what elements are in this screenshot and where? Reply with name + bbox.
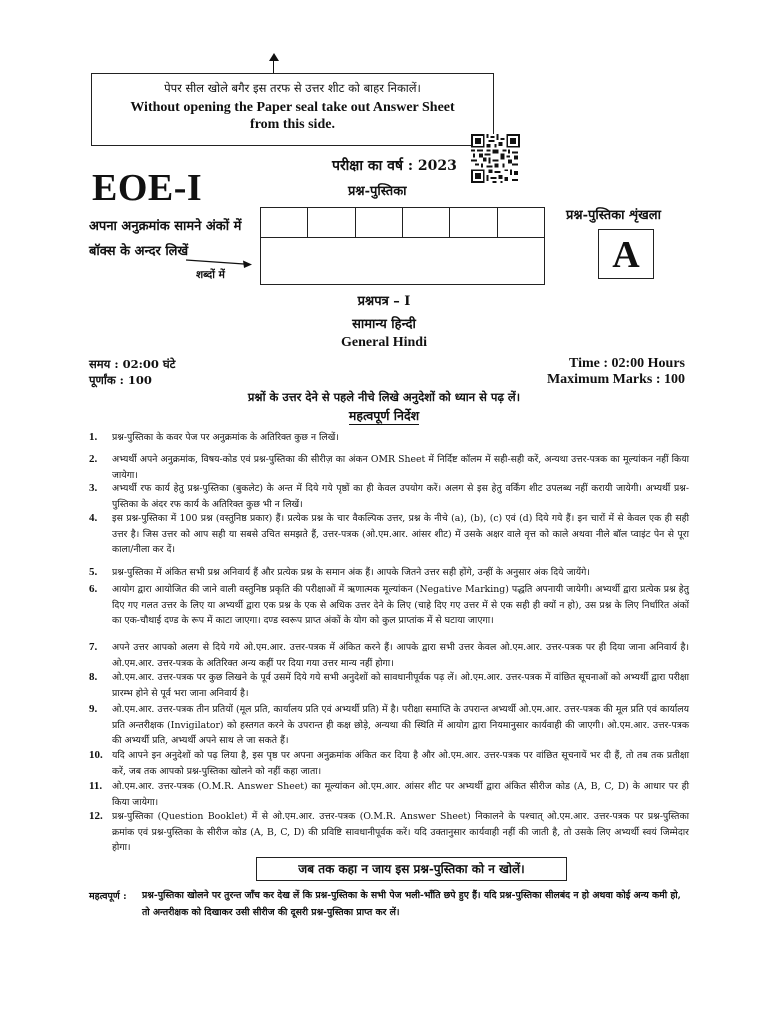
instruction-item (89, 640, 689, 671)
instruction-item (89, 565, 689, 581)
series-label: प्रश्न-पुस्तिका शृंखला (566, 208, 661, 223)
instruction-item (89, 779, 689, 810)
do-not-open-notice: जब तक कहा न जाय इस प्रश्न-पुस्तिका को न खोलें। (256, 857, 567, 881)
marks-hindi: पूर्णांक : 100 (89, 373, 152, 387)
instruction-text: प्रश्न-पुस्तिका (Question Booklet) में से ओ.एम.आर. उत्तर-पत्रक (O.M.R. Answer Sheet) निकालने के पश्चात् ओ.एम.आर. उत्तर-पत्रक पर प्रश्न-पुस्तिका क्रमांक एवं प्रश्न-पुस्तिका के सीरीज कोड (A, B, C, D) की प्रविष्टि सावधानीपूर्वक करें। यदि उक्तानुसार कार्यवाही नहीं की जाती है, तो उसके लिए अभ्यर्थी स्वयं जिम्मेदार होगा। (112, 811, 689, 853)
roll-number-digit-boxes[interactable] (260, 207, 545, 238)
instruction-item (89, 430, 689, 446)
seal-notice-english-line2: from this side. (250, 117, 335, 132)
instruction-text: अभ्यर्थी रफ कार्य हेतु प्रश्न-पुस्तिका (बुकलेट) के अन्त में दिये गये पृष्ठों का ही केवल उपयोग करें। अलग से इस हेतु वर्किंग शीट उपलब्ध नहीं करायी जायेगी। अभ्यर्थी प्रश्न-पुस्तिका के अंदर रफ कार्य के अतिरिक्त कुछ भी न लिखें। (112, 483, 689, 510)
instructions-heading-text: महत्वपूर्ण निर्देश (348, 408, 420, 423)
roll-digit-box[interactable] (450, 208, 497, 237)
instruction-text: इस प्रश्न-पुस्तिका में 100 प्रश्न (वस्तुनिष्ठ प्रकार) हैं। प्रत्येक प्रश्न के चार वैकल्पिक उत्तर, प्रश्न के नीचे (a), (b), (c) एवं (d) दिये गये हैं। इन चारों में से केवल एक ही सही उत्तर है। जिस उत्तर को आप सही या सबसे उचित समझते हैं, उत्तर-पत्रक (ओ.एम.आर. आंसर शीट) में उसके अक्षर वाले वृत्त को काले अथवा नीले बॉल प्वाइंट पेन से पूरा काला/नीला कर दें। (112, 513, 689, 555)
instruction-text: ओ.एम.आर. उत्तर-पत्रक पर कुछ लिखने के पूर्व उसमें दिये गये सभी अनुदेशों को सावधानीपूर्वक पढ़ लें। ओ.एम.आर. उत्तर-पत्रक में वांछित सूचनाओं को अभ्यर्थी द्वारा परीक्षा प्रारम्भ होने से पूर्व भरा जाना अनिवार्य है। (112, 672, 689, 699)
seal-notice-box (91, 73, 494, 146)
marks-english: Maximum Marks : 100 (546, 372, 685, 387)
instruction-number: 6. (89, 583, 98, 595)
instruction-text: ओ.एम.आर. उत्तर-पत्रक तीन प्रतियों (मूल प्रति, कार्यालय प्रति एवं अभ्यर्थी प्रति) में है। परीक्षा समाप्ति के उपरान्त अभ्यर्थी ओ.एम.आर. उत्तर-पत्रक की मूल प्रति एवं कार्यालय प्रति अन्तरीक्षक (Invigilator) को हस्तगत करने के उपरान्त ही कक्ष छोड़े, अन्यथा की स्थिति में आयोग द्वारा नियमानुसार कार्यवाही की जाएगी। ओ.एम.आर. उत्तर-पत्रक की अभ्यर्थी प्रति, अभ्यर्थी अपने साथ ले जा सकते हैं। (112, 704, 689, 746)
instruction-number: 9. (89, 703, 98, 715)
important-label: महत्वपूर्ण : (89, 891, 127, 902)
instruction-number: 11. (89, 780, 103, 792)
instruction-number: 5. (89, 566, 98, 578)
instruction-text: प्रश्न-पुस्तिका के कवर पेज पर अनुक्रमांक के अतिरिक्त कुछ न लिखें। (112, 432, 339, 443)
instruction-item (89, 452, 689, 483)
seal-notice-hindi: पेपर सील खोले बगैर इस तरफ से उत्तर शीट को बाहर निकालें। (164, 81, 421, 95)
instruction-item (89, 702, 689, 749)
read-instructions-note: प्रश्नों के उत्तर देने से पहले नीचे लिखे अनुदेशों को ध्यान से पढ़ लें। (247, 390, 521, 404)
instruction-item (89, 748, 689, 779)
instruction-item (89, 481, 689, 512)
instruction-number: 10. (89, 749, 103, 761)
instruction-text: अपने उत्तर आपको अलग से दिये गये ओ.एम.आर. उत्तर-पत्रक में अंकित करने हैं। आपके द्वारा सभी उत्तर केवल ओ.एम.आर. उत्तर-पत्रक पर ही दिया जाना अनिवार्य है। ओ.एम.आर. उत्तर-पत्रक के अतिरिक्त अन्य कहीं पर दिया गया उत्तर मान्य नहीं होगा। (112, 642, 689, 669)
seal-notice-english (92, 99, 493, 133)
roll-number-words-box[interactable] (260, 237, 545, 285)
instruction-item (89, 809, 689, 856)
booklet-label: प्रश्न-पुस्तिका (348, 184, 407, 199)
instruction-text: अभ्यर्थी अपने अनुक्रमांक, विषय-कोड एवं प्रश्न-पुस्तिका की सीरीज़ का अंकन OMR Sheet में निर्दिष्ट कॉलम में सही-सही करें, अन्यथा उत्तर-पत्रक का मूल्यांकन नहीं किया जायेगा। (112, 454, 689, 481)
instruction-number: 1. (89, 431, 98, 443)
instruction-item (89, 582, 689, 629)
subject-hindi: सामान्य हिन्दी (352, 317, 416, 332)
roll-instruction-line2: बॉक्स के अन्दर लिखें (89, 244, 189, 259)
roll-digit-box[interactable] (403, 208, 450, 237)
roll-digit-box[interactable] (498, 208, 544, 237)
time-hindi: समय : 02:00 घंटे (89, 357, 176, 371)
roll-digit-box[interactable] (356, 208, 403, 237)
instructions-heading (0, 407, 768, 424)
instruction-item (89, 670, 689, 701)
instruction-number: 4. (89, 512, 98, 524)
arrow-shaft (273, 60, 274, 74)
subject-english: General Hindi (341, 335, 427, 350)
time-english: Time : 02:00 Hours (568, 356, 685, 371)
instruction-item (89, 511, 689, 558)
paper-number: प्रश्नपत्र – I (357, 294, 411, 309)
important-note: प्रश्न-पुस्तिका खोलने पर तुरन्त जाँच कर देख लें कि प्रश्न-पुस्तिका के सभी पेज भली-भाँति छपे हुए हैं। यदि प्रश्न-पुस्तिका सीलबंद न हो अथवा कोई अन्य कमी हो, तो अन्तरीक्षक को दिखाकर उसी सीरीज की दूसरी प्रश्न-पुस्तिका प्राप्त कर लें। (142, 890, 681, 918)
instruction-text: ओ.एम.आर. उत्तर-पत्रक (O.M.R. Answer Sheet) का मूल्यांकन ओ.एम.आर. आंसर शीट पर अभ्यर्थी द्वारा अंकित सीरीज कोड (A, B, C, D) के आधार पर ही किया जायेगा। (112, 781, 689, 808)
roll-digit-box[interactable] (308, 208, 355, 237)
instruction-number: 8. (89, 671, 98, 683)
instruction-text: यदि आपने इन अनुदेशों को पढ़ लिया है, इस पृष्ठ पर अपना अनुक्रमांक अंकित कर दिया है और ओ.एम.आर. उत्तर-पत्रक पर वांछित सूचनायें भर दी हैं, तो तब तक प्रतीक्षा करें, जब तक आपको प्रश्न-पुस्तिका खोलने को नहीं कहा जाता। (112, 750, 689, 777)
words-label: शब्दों में (196, 269, 225, 281)
seal-notice-english-line1: Without opening the Paper seal take out Answer Sheet (130, 100, 455, 115)
exam-code: EOE-I (92, 167, 203, 209)
series-code-box: A (598, 229, 654, 279)
instruction-text: प्रश्न-पुस्तिका में अंकित सभी प्रश्न अनिवार्य हैं और प्रत्येक प्रश्न के समान अंक हैं। आपके जितने उत्तर सही होंगे, उन्हीं के अनुसार अंक दिये जायेंगे। (112, 567, 590, 578)
roll-instruction-line1: अपना अनुक्रमांक सामने अंकों में (89, 219, 242, 234)
instruction-number: 3. (89, 482, 98, 494)
instruction-text: आयोग द्वारा आयोजित की जाने वाली वस्तुनिष्ठ प्रकृति की परीक्षाओं में ऋणात्मक मूल्यांकन (Negative Marking) पद्धति अपनायी जायेगी। अभ्यर्थी द्वारा प्रत्येक प्रश्न हेतु दिए गए गलत उत्तर के लिए या अभ्यर्थी द्वारा एक प्रश्न के एक से अधिक उत्तर देने के लिए (चाहे दिए गए उत्तर में से एक सही ही क्यों न हो), उस प्रश्न के लिए निर्धारित अंकों का एक-चौथाई दण्ड के रूप में काटा जाएगा। दण्ड स्वरूप प्राप्त अंकों के योग को कुल प्राप्तांक में से घटाया जाएगा। (112, 584, 689, 626)
instruction-number: 12. (89, 810, 103, 822)
roll-digit-box[interactable] (261, 208, 308, 237)
instruction-number: 2. (89, 453, 98, 465)
qr-code-icon (471, 134, 520, 183)
exam-year: परीक्षा का वर्ष : 2023 (332, 158, 457, 174)
instruction-number: 7. (89, 641, 98, 653)
roll-number-instruction (89, 214, 269, 264)
